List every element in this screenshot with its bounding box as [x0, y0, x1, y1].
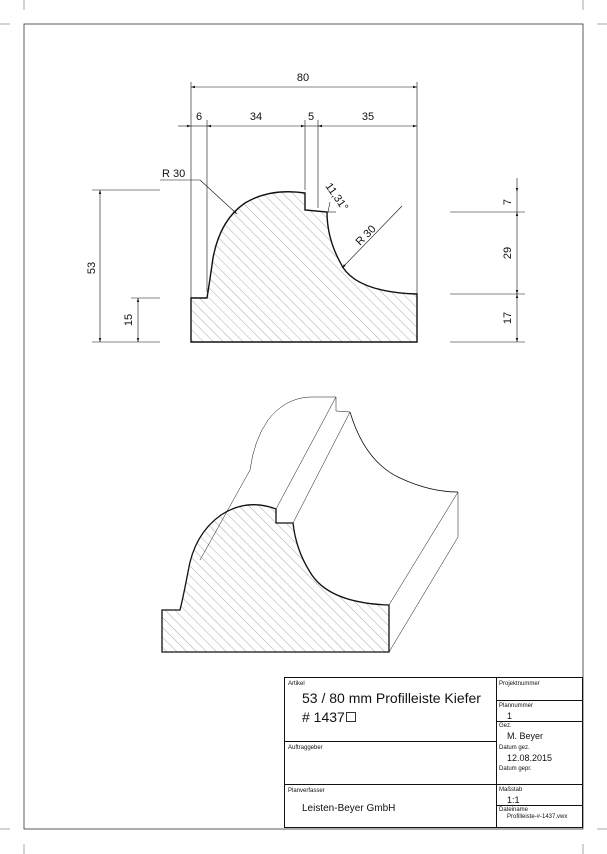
title-block	[284, 677, 583, 828]
dim-overall-width: 80	[296, 72, 310, 84]
gez-label: Gez.	[499, 723, 512, 729]
tb-divider-r3	[496, 784, 582, 785]
artikel-line2: # 1437	[302, 709, 345, 725]
artikel-line1: 53 / 80 mm Profilleiste Kiefer	[302, 690, 481, 706]
projektnummer-label: Projektnummer	[499, 681, 540, 687]
box-glyph-icon	[346, 712, 356, 722]
dim-seg-a: 6	[195, 111, 203, 123]
tb-divider-r1	[496, 700, 582, 701]
planverfasser-value: Leisten-Beyer GmbH	[302, 803, 396, 814]
tb-divider-r4	[496, 805, 582, 806]
dateiname-label: Dateiname	[499, 807, 529, 813]
dim-right-bottom: 17	[502, 311, 514, 325]
datum-gepr-label: Datum gepr.	[499, 766, 532, 772]
plannummer-value: 1	[507, 711, 513, 721]
plannummer-label: Plannummer	[499, 703, 534, 709]
artikel-label: Artikel	[288, 681, 305, 687]
tb-divider-r2	[496, 721, 582, 722]
datum-gez-label: Datum gez.	[499, 745, 530, 751]
tb-divider-h2	[285, 784, 496, 785]
dateiname-value: Profilleiste-#-1437.vwx	[507, 814, 568, 820]
dim-seg-c: 5	[307, 111, 315, 123]
tb-divider-h1	[285, 741, 496, 742]
angle-label: 11,31°	[322, 180, 351, 214]
dim-height-step: 15	[123, 313, 135, 327]
radius-right-label: R 30	[353, 223, 379, 249]
radius-left-label: R 30	[162, 168, 186, 180]
dim-right-top: 7	[502, 198, 514, 206]
profile-section	[191, 192, 417, 342]
dim-height-total: 53	[86, 261, 98, 275]
dim-seg-d: 35	[361, 111, 375, 123]
dim-right-mid: 29	[502, 246, 514, 260]
planverfasser-label: Planverfasser	[288, 788, 325, 794]
gez-value: M. Beyer	[507, 731, 544, 741]
massstab-value: 1:1	[507, 795, 520, 805]
auftraggeber-label: Auftraggeber	[288, 745, 323, 751]
dim-seg-b: 34	[249, 111, 263, 123]
artikel-line2-wrap	[302, 709, 356, 726]
datum-gez-value: 12.08.2015	[507, 753, 553, 763]
massstab-label: Maßstab	[499, 787, 523, 793]
iso-front-section	[162, 505, 389, 652]
